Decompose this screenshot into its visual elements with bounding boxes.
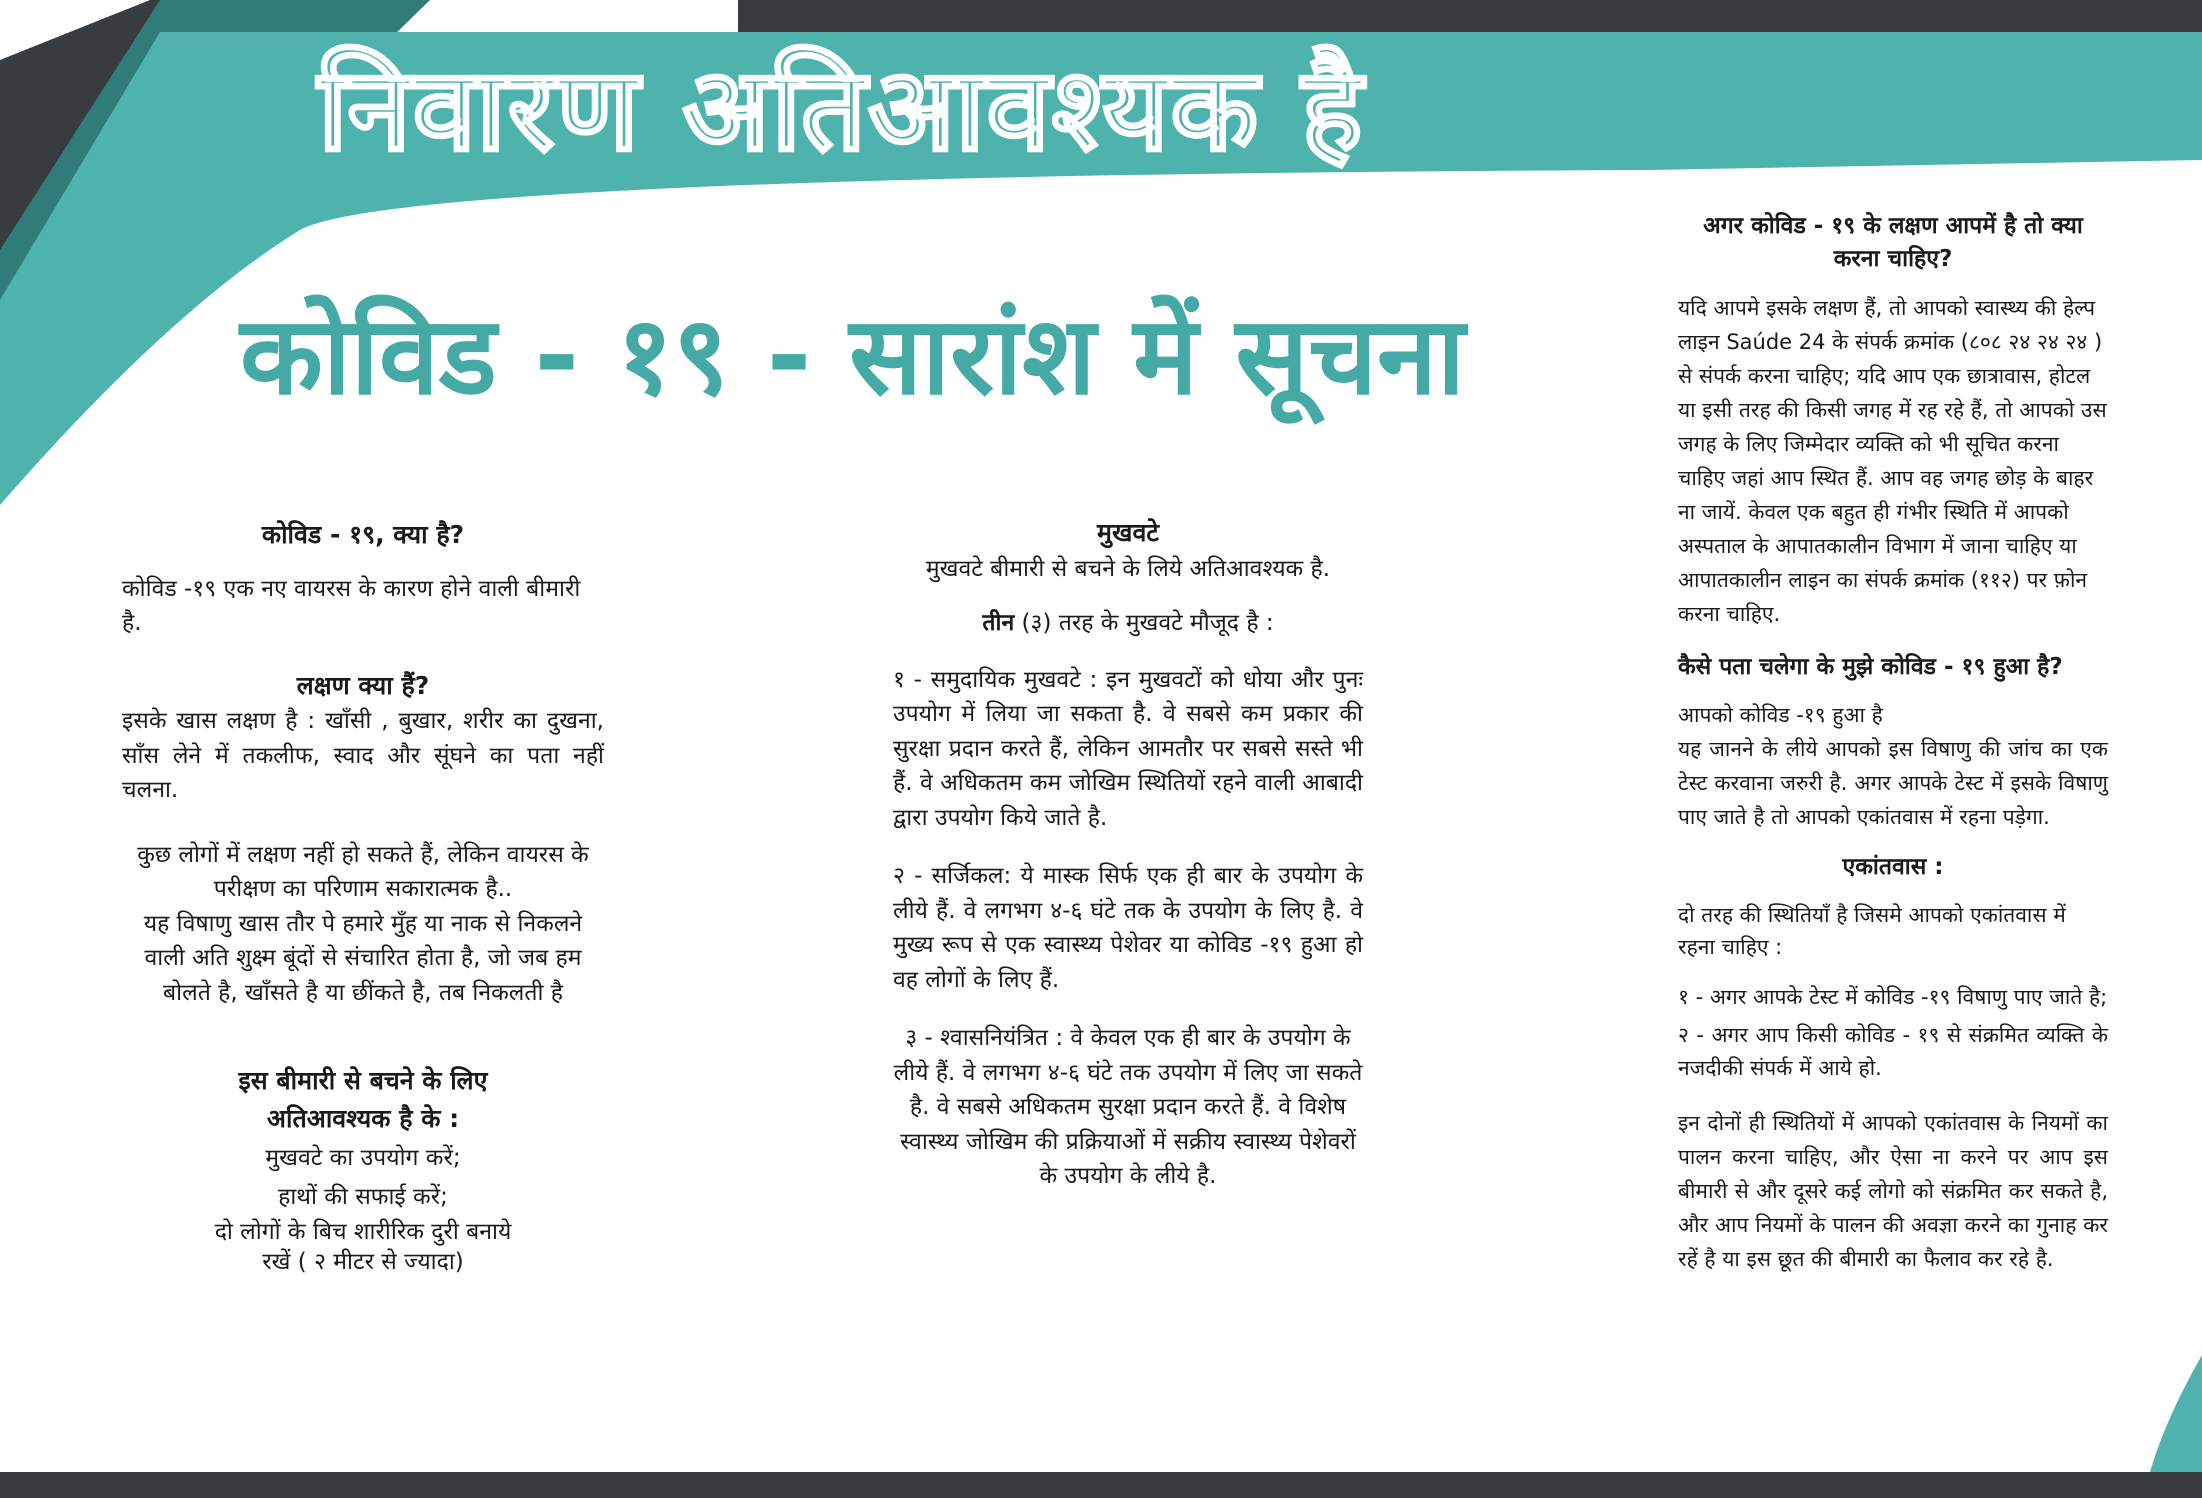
banner-outline-title: निवारण अतिआवश्यक है	[318, 43, 1365, 176]
closing-text: इन दोनों ही स्थितियों में आपको एकांतवास के नियमों का पालन करना चाहिए, और ऐसा ना करने पर आप इस बीमारी से और दूसरे कई लोगो को संक्रमित कर सकते है, और आप नियमों के पालन की अवज्ञा करने का गुनाह कर रहें है या इस छूत की बीमारी का फैलाव कर रहे है.	[1678, 1111, 2108, 1272]
bottom-right-teal	[2150, 1355, 2202, 1472]
list-item: दो लोगों के बिच शारीरिक दुरी बनाये रखें ( २ मीटर से ज्यादा)	[214, 1219, 512, 1275]
mask-types-line	[893, 606, 1363, 641]
quarantine-heading: एकांतवास :	[1842, 854, 1944, 881]
list-item: हाथों की सफाई करें;	[278, 1183, 448, 1210]
transmission-text: यह विषाणु खास तौर पे हमारे मुँह या नाक से निकलने वाली अति शुक्ष्म बूंदों से संचारित होता है, जो जब हम बोलते है, खाँसते है या छींकते है, तब निकलती है	[143, 910, 583, 1006]
column-masks	[893, 514, 1363, 1212]
what-is-heading: कोविड - १९, क्या है?	[261, 520, 465, 549]
detect-line: आपको कोविड -१९ हुआ है	[1678, 703, 1883, 728]
bottom-dark-bar	[0, 1472, 2202, 1498]
what-to-do-heading: अगर कोविड - १९ के लक्षण आपमें है तो क्या करना चाहिए?	[1703, 213, 2083, 273]
mask-types-rest: (३) तरह के मुखवटे मौजूद है :	[1014, 610, 1274, 636]
prevention-heading: इस बीमारी से बचने के लिए	[238, 1066, 488, 1095]
asymptomatic-text: कुछ लोगों में लक्षण नहीं हो सकते हैं, लेकिन वायरस के परीक्षण का परिणाम सकारात्मक है..	[137, 841, 589, 902]
top-dark-bar	[738, 0, 2202, 32]
quarantine-case-2: २ - अगर आप किसी कोविड - १९ से संक्रमित व्यक्ति के नजदीकी संपर्क में आये हो.	[1678, 1023, 2108, 1080]
symptoms-heading: लक्षण क्या हैं?	[296, 670, 430, 700]
detect-heading: कैसे पता चलेगा के मुझे कोविड - १९ हुआ है?	[1678, 653, 2063, 680]
mask-type-respirator: ३ - श्वासनियंत्रित : वे केवल एक ही बार के उपयोग के लीये हैं. वे लगभग ४-६ घंटे तक उपयोग में लिए जा सकते है. वे सबसे अधिकतम सुरक्षा प्रदान करते हैं. वे विशेष स्वास्थ्य जोखिम की प्रक्रियाओं में सक्रीय स्वास्थ्य पेशेवरों के उपयोग के लीये है.	[893, 1025, 1363, 1189]
detect-text: यह जानने के लीये आपको इस विषाणु की जांच का एक टेस्ट करवाना जरुरी है. अगर आपके टेस्ट में इसके विषाणु पाए जाते है तो आपको एकांतवास में रहना पड़ेगा.	[1678, 737, 2108, 830]
symptoms-text: इसके खास लक्षण है : खाँसी , बुखार, शरीर का दुखना, साँस लेने में तकलीफ, स्वाद और सूंघने का पता नहीं चलना.	[122, 708, 604, 803]
column-what-to-do	[1678, 210, 2108, 1276]
mask-type-surgical: २ - सर्जिकल: ये मास्क सिर्फ एक ही बार के उपयोग के लीये हैं. वे लगभग ४-६ घंटे तक के उपयोग के लिए है. वे मुख्य रूप से एक स्वास्थ्य पेशेवर या कोविड -१९ हुआ हो वह लोगों के लिए हैं.	[893, 863, 1363, 993]
quarantine-intro: दो तरह की स्थितियाँ है जिसमे आपको एकांतवास में रहना चाहिए :	[1678, 902, 2066, 960]
page-title: कोविड - १९ - सारांश में सूचना	[240, 294, 1465, 419]
prevention-heading-2: अतिआवश्यक है के :	[266, 1103, 460, 1133]
masks-heading: मुखवटे	[1097, 518, 1159, 547]
quarantine-case-1: १ - अगर आपके टेस्ट में कोविड -१९ विषाणु पाए जाते है;	[1678, 984, 2108, 1009]
prevention-list	[122, 1141, 604, 1278]
mask-types-count: तीन	[982, 610, 1015, 636]
column-what-is-covid	[122, 516, 604, 1278]
what-to-do-text: यदि आपमे इसके लक्षण हैं, तो आपको स्वास्थ्य की हेल्प लाइन Saúde 24 के संपर्क क्रमांक (८०८ २४ २४ २४ ) से संपर्क करना चाहिए; यदि आप एक छात्रावास, होटल या इसी तरह की किसी जगह में रह रहे हैं, तो आपको उस जगह के लिए जिम्मेदार व्यक्ति को भी सूचित करना चाहिए जहां आप स्थित हैं. आप वह जगह छोड़ के बाहर ना जायें. केवल एक बहुत ही गंभीर स्थिति में आपको अस्पताल के आपातकालीन विभाग में जाना चाहिए या आपातकालीन लाइन का संपर्क क्रमांक (११२) पर फ़ोन करना चाहिए.	[1678, 295, 2107, 626]
what-is-text: कोविड -१९ एक नए वायरस के कारण होने वाली बीमारी है.	[122, 575, 581, 636]
masks-subtitle: मुखवटे बीमारी से बचने के लिये अतिआवश्यक है.	[925, 555, 1331, 582]
list-item: मुखवटे का उपयोग करें;	[265, 1145, 461, 1171]
mask-type-community: १ - समुदायिक मुखवटे : इन मुखवटों को धोया और पुनः उपयोग में लिया जा सकता है. वे सबसे कम प्रकार की सुरक्षा प्रदान करते हैं, लेकिन आमतौर पर सबसे सस्ते भी हैं. वे अधिकतम कम जोखिम स्थितियों रहने वाली आबादी द्वारा उपयोग किये जाते है.	[893, 666, 1363, 831]
